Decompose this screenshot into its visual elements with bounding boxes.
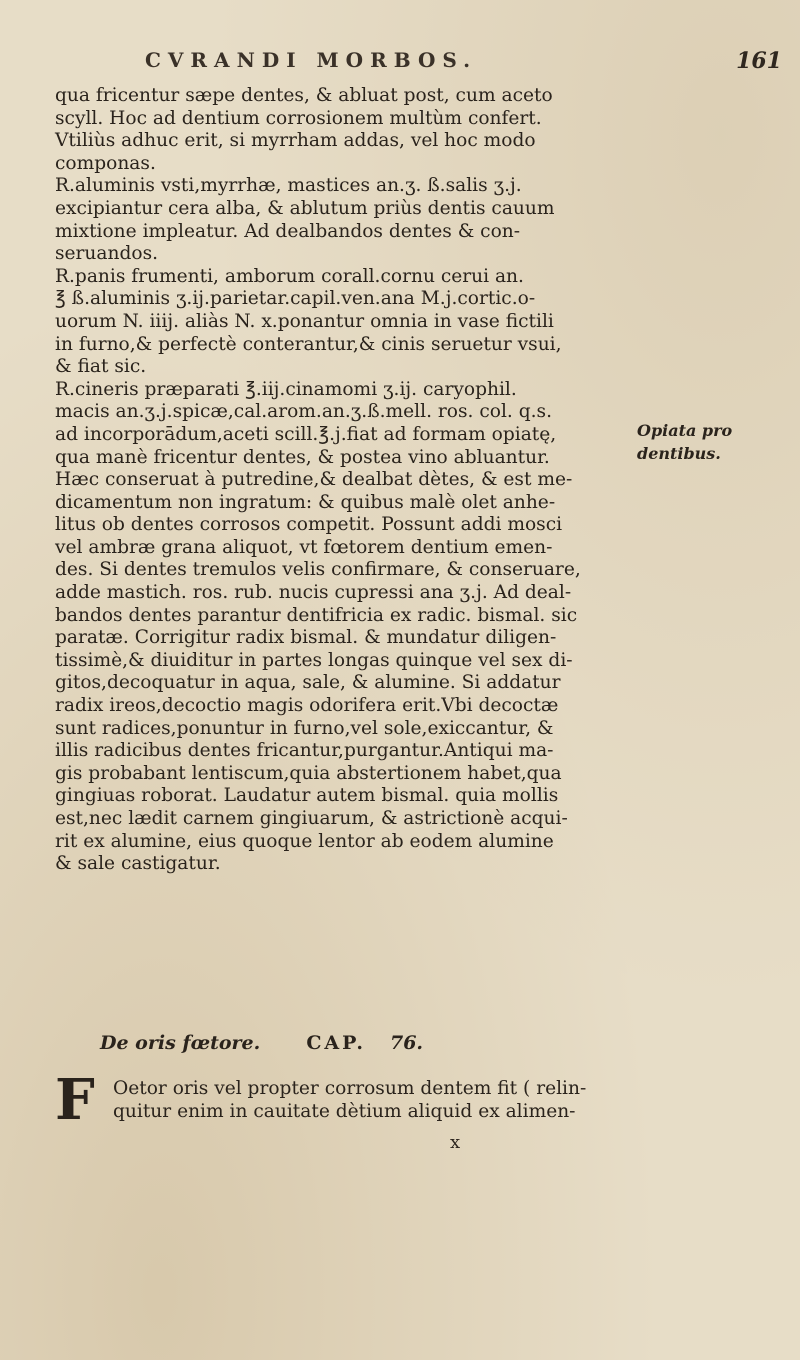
text-line: tissimè,& diuiditur in partes longas quinque vel sex di- bbox=[55, 649, 573, 671]
page-number: 161 bbox=[736, 48, 782, 74]
text-line: excipiantur cera alba, & ablutum priùs dentis cauum bbox=[55, 197, 555, 219]
drop-capital: F bbox=[55, 1067, 95, 1133]
text-line: Vtiliùs adhuc erit, si myrrham addas, vel hoc modo bbox=[55, 130, 536, 152]
running-head: CVRANDI MORBOS. bbox=[145, 48, 478, 72]
text-line: R.aluminis vsti,myrrhæ, mastices an.ʒ. ß.salis ʒ.j. bbox=[55, 175, 522, 197]
text-line: & fiat sic. bbox=[55, 356, 147, 378]
chapter-body bbox=[55, 1067, 630, 1133]
text-line: illis radicibus dentes fricantur,purgantur.Antiqui ma- bbox=[55, 740, 554, 762]
text-line: dicamentum non ingratum: & quibus malè olet anhe- bbox=[55, 491, 556, 513]
text-line: uorum N. iiij. aliàs N. x.ponantur omnia in vase fictili bbox=[55, 310, 554, 332]
text-line: litus ob dentes corrosos competit. Possunt addi mosci bbox=[55, 514, 563, 536]
text-line: scyll. Hoc ad dentium corrosionem multùm confert. bbox=[55, 107, 542, 129]
text-line: ℥ ß.aluminis ʒ.ij.parietar.capil.ven.ana M.j.cortic.o- bbox=[55, 288, 536, 310]
text-line: qua manè fricentur dentes, & postea vino abluantur. bbox=[55, 446, 550, 468]
text-line: & sale castigatur. bbox=[55, 853, 221, 875]
text-line: gitos,decoquatur in aqua, sale, & alumine. Si addatur bbox=[55, 672, 561, 694]
text-line: rit ex alumine, eius quoque lentor ab eodem alumine bbox=[55, 830, 554, 852]
main-text-block bbox=[55, 85, 630, 876]
chapter-title: De oris fœtore. bbox=[100, 1032, 261, 1054]
text-line: R.cineris præparati ℥.iij.cinamomi ʒ.ij. caryophil. bbox=[55, 378, 517, 400]
text-line: Hæc conseruat à putredine,& dealbat dètes, & est me- bbox=[55, 469, 573, 491]
text-line: est,nec lædit carnem gingiuarum, & astrictionè acqui- bbox=[55, 808, 568, 829]
text-line: in furno,& perfectè conterantur,& cinis seruetur vsui, bbox=[55, 333, 562, 355]
chapter-heading bbox=[100, 1032, 660, 1054]
text-line: gingiuas roborat. Laudatur autem bismal. quia mollis bbox=[55, 785, 559, 807]
catchword: x bbox=[450, 1132, 461, 1153]
margin-note-line: dentibus. bbox=[637, 443, 721, 463]
text-line: Oetor oris vel propter corrosum dentem fit ( relin- bbox=[113, 1078, 587, 1099]
text-line: radix ireos,decoctio magis odorifera erit.Vbi decoctæ bbox=[55, 695, 559, 717]
text-line: componas. bbox=[55, 152, 156, 174]
text-line: seruandos. bbox=[55, 243, 159, 265]
text-line: paratæ. Corrigitur radix bismal. & mundatur diligen- bbox=[55, 627, 557, 649]
margin-note-line: Opiata pro bbox=[637, 421, 733, 440]
text-line: macis an.ʒ.j.spicæ,cal.arom.an.ʒ.ß.mell. ros. col. q.s. bbox=[55, 401, 552, 423]
text-line: qua fricentur sæpe dentes, & abluat post, cum aceto bbox=[55, 85, 553, 106]
text-line: bandos dentes parantur dentifricia ex radic. bismal. sic bbox=[55, 604, 578, 626]
text-line: sunt radices,ponuntur in furno,vel sole,exiccantur, & bbox=[55, 717, 554, 739]
text-line: vel ambræ grana aliquot, vt fœtorem dentium emen- bbox=[55, 536, 553, 558]
text-line: quitur enim in cauitate dètium aliquid ex alimen- bbox=[113, 1100, 576, 1122]
text-line: adde mastich. ros. rub. nucis cupressi ana ʒ.j. Ad deal- bbox=[55, 582, 572, 604]
chapter-cap-label: CAP. bbox=[306, 1032, 366, 1054]
text-line: R.panis frumenti, amborum corall.cornu cerui an. bbox=[55, 265, 524, 287]
text-line: mixtione impleatur. Ad dealbandos dentes & con- bbox=[55, 220, 521, 242]
chapter-number: 76. bbox=[389, 1032, 424, 1054]
text-line: ad incorporādum,aceti scill.℥.j.fiat ad formam opiatę, bbox=[55, 423, 557, 445]
page-header bbox=[0, 48, 800, 78]
text-line: des. Si dentes tremulos velis confirmare, & conseruare, bbox=[55, 559, 581, 581]
text-line: gis probabant lentiscum,quia abstertionem habet,qua bbox=[55, 762, 562, 784]
margin-note bbox=[637, 420, 787, 465]
